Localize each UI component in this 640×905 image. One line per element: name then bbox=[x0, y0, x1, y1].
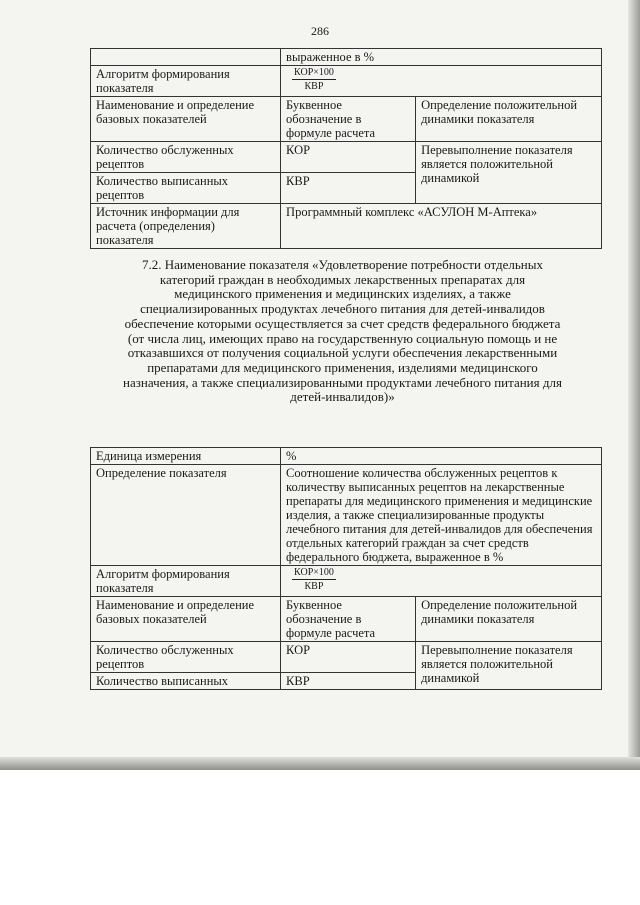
table-cell: Наименование и определение базовых показателей bbox=[91, 597, 281, 642]
table-cell: % bbox=[281, 448, 602, 465]
table-cell: Определение положительной динамики показателя bbox=[416, 97, 602, 142]
table-cell: КВР bbox=[281, 173, 416, 204]
scan-edge-shadow bbox=[628, 0, 640, 770]
table-cell: Алгоритм формирования показателя bbox=[91, 566, 281, 597]
table-cell: Количество выписанных bbox=[91, 673, 281, 690]
formula bbox=[286, 567, 342, 592]
table-cell: Единица измерения bbox=[91, 448, 281, 465]
table-cell: Перевыполнение показателя является положительной динамикой bbox=[416, 142, 602, 204]
table-cell: Определение положительной динамики показателя bbox=[416, 597, 602, 642]
table-cell: Программный комплекс «АСУЛОН М-Аптека» bbox=[281, 204, 602, 249]
table-row bbox=[91, 448, 602, 465]
scan-bottom-shadow bbox=[0, 757, 640, 770]
table-cell: КОР bbox=[281, 642, 416, 673]
table-row bbox=[91, 465, 602, 566]
formula-denominator: КВР bbox=[304, 81, 324, 92]
section-heading: 7.2. Наименование показателя «Удовлетворение потребности отдельных категорий граждан в необходимых лекарственных препаратах для медицинского применения и медицинских изделиях, а также специализированных продуктах лечебного питания для детей-инвалидов обеспечение которыми осуществляется за счет средств федерального бюджета (от числа лиц, имеющих право на государственную социальную помощь и не отказавшихся от получения социальной услуги обеспечения лекарственными препаратами для медицинского применения, изделиями медицинского назначения, а также специализированными продуктами лечебного питания для детей-инвалидов)» bbox=[123, 257, 562, 405]
table-row bbox=[91, 49, 602, 66]
table-row bbox=[91, 642, 602, 673]
table-cell: Определение показателя bbox=[91, 465, 281, 566]
table-cell: Количество выписанных рецептов bbox=[91, 173, 281, 204]
table-row bbox=[91, 566, 602, 597]
indicator-table bbox=[90, 447, 602, 690]
table-cell: выраженное в % bbox=[281, 49, 602, 66]
table-row bbox=[91, 97, 602, 142]
table-row bbox=[91, 142, 602, 173]
table-cell: КОР bbox=[281, 142, 416, 173]
formula-denominator: КВР bbox=[304, 581, 324, 592]
table-cell: Перевыполнение показателя является положительной динамикой bbox=[416, 642, 602, 690]
formula-numerator: КОР×100 bbox=[294, 567, 334, 578]
table-cell: Количество обслуженных рецептов bbox=[91, 642, 281, 673]
formula-cell bbox=[281, 566, 602, 597]
table-cell: КВР bbox=[281, 673, 416, 690]
table-cell: Алгоритм формирования показателя bbox=[91, 66, 281, 97]
table-cell: Соотношение количества обслуженных рецептов к количеству выписанных рецептов на лекарственные препараты для медицинского применения и медицинские изделия, а также специализированные продукты лечебного питания для детей-инвалидов для обеспечения отдельных категорий граждан за счет средств федерального бюджета, выраженное в % bbox=[281, 465, 602, 566]
table-row bbox=[91, 204, 602, 249]
indicator-table-continued bbox=[90, 48, 602, 249]
table-cell: Буквенное обозначение в формуле расчета bbox=[281, 97, 416, 142]
formula-cell bbox=[281, 66, 602, 97]
table-cell: Количество обслуженных рецептов bbox=[91, 142, 281, 173]
table-cell: Буквенное обозначение в формуле расчета bbox=[281, 597, 416, 642]
formula bbox=[286, 67, 342, 92]
table-row bbox=[91, 597, 602, 642]
table-cell: Источник информации для расчета (определения) показателя bbox=[91, 204, 281, 249]
table-cell: Наименование и определение базовых показателей bbox=[91, 97, 281, 142]
page-number: 286 bbox=[311, 24, 329, 38]
formula-numerator: КОР×100 bbox=[294, 67, 334, 78]
table-row bbox=[91, 66, 602, 97]
